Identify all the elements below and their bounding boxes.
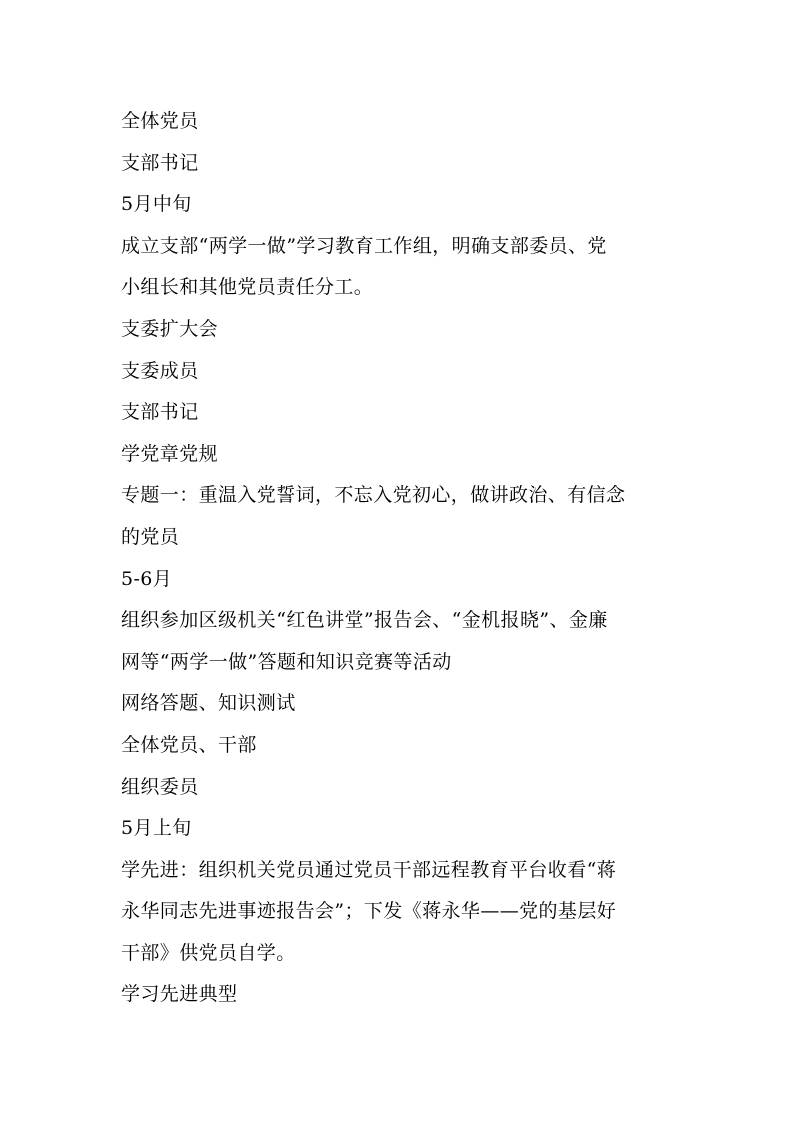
text-line: 5-6月: [121, 567, 173, 590]
text-line: 全体党员、干部: [121, 733, 257, 756]
text-line: 的党员: [121, 525, 180, 548]
text-line: 干部》供党员自学。: [121, 941, 296, 964]
text-line: 支委扩大会: [121, 317, 219, 340]
text-line: 5月中旬: [121, 193, 192, 216]
text-line: 支委成员: [121, 359, 199, 382]
text-line: 支部书记: [121, 401, 199, 424]
text-line: 学习先进典型: [121, 983, 238, 1006]
text-line: 全体党员: [121, 110, 199, 132]
text-line: 组织委员: [121, 775, 199, 798]
text-line: 网络答题、知识测试: [121, 692, 296, 715]
text-line: 5月上旬: [121, 817, 192, 840]
text-line: 学党章党规: [121, 442, 219, 465]
text-line: 组织参加区级机关“红色讲堂”报告会、“金机报晓”、金廉: [121, 609, 608, 632]
text-line: 永华同志先进事迹报告会”；下发《蒋永华——党的基层好: [121, 900, 617, 923]
text-line: 小组长和其他党员责任分工。: [121, 276, 374, 299]
text-line: 成立支部“两学一做”学习教育工作组，明确支部委员、党: [121, 234, 607, 257]
text-line: 网等“两学一做”答题和知识竞赛等活动: [121, 650, 452, 673]
text-line: 支部书记: [121, 151, 199, 174]
text-line: 专题一：重温入党誓词，不忘入党初心，做讲政治、有信念: [121, 484, 626, 507]
document-body: [121, 101, 681, 1016]
text-line: 学先进：组织机关党员通过党员干部远程教育平台收看“蒋: [121, 858, 617, 881]
